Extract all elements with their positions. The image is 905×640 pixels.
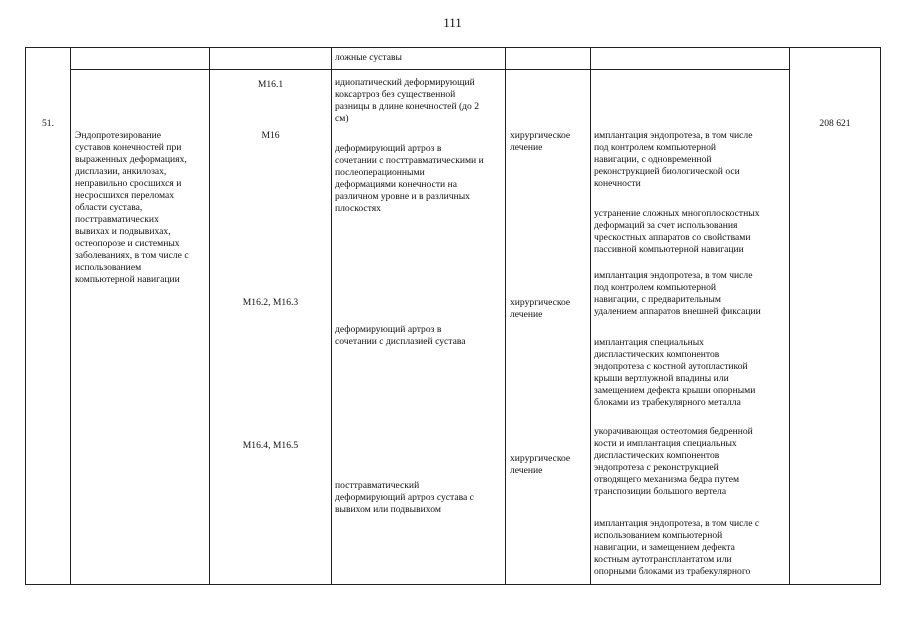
disease-description: идиопатический деформирующий коксартроз без существенной разницы в длине конечностей (до 2 см): [335, 77, 480, 124]
diagnosis-code: M16.2, M16.3: [242, 297, 299, 308]
treatment-method: устранение сложных многоплоскостных деформаций за счет использования чрескостных аппаратов со свойствами пассивной компьютерной навигации: [594, 208, 760, 255]
row-number: 51.: [42, 118, 54, 129]
treatment-method: имплантация эндопротеза, в том числе с использованием компьютерной навигации, и замещением дефекта костным аутотрансплантатом или опорными блоками из трабекулярного: [594, 518, 760, 577]
treatment-method: укорачивающая остеотомия бедренной кости и имплантация специальных диспластических компонентов эндопротеза с реконструкцией отводящего механизма бедра путем транспозиции большого вертела: [594, 426, 753, 497]
row-divider: [70, 69, 789, 70]
table-border-bottom: [25, 584, 881, 585]
disease-description: деформирующий артроз в сочетании с посттравматическими и послеоперационными деформациями конечности на различном уровне и в различных плоскостях: [335, 143, 484, 214]
treatment-type: хирургическое лечение: [510, 297, 571, 320]
table-border-top: [25, 47, 881, 48]
disease-continuation: ложные суставы: [335, 52, 402, 63]
col-line: [590, 47, 591, 585]
col-line: [505, 47, 506, 585]
disease-description: посттравматический деформирующий артроз сустава с вывихом или подвывихом: [335, 480, 474, 515]
treatment-method: имплантация эндопротеза, в том числе под контролем компьютерной навигации, с предварительным удалением аппаратов внешней фиксации: [594, 270, 761, 317]
procedure-name: Эндопротезирование суставов конечностей при выраженных деформациях, дисплазии, анкилозах, неправильно сросшихся и несросшихся переломах области сустава, посттравматических вывихах и подвывихах, остеопорозе и системных заболеваниях, в том числе с использованием компьютерной навигации: [75, 130, 189, 285]
col-line: [331, 47, 332, 585]
col-line: [70, 47, 71, 585]
treatment-method: имплантация эндопротеза, в том числе под контролем компьютерной навигации, с одновременной реконструкцией биологической оси конечности: [594, 130, 753, 189]
col-line: [880, 47, 881, 585]
price: 208 621: [819, 118, 851, 129]
treatment-method: имплантация специальных диспластических компонентов эндопротеза с костной аутопластикой крыши вертлужной впадины или замещением дефекта крыши опорными блоками из трабекулярного металла: [594, 337, 756, 408]
treatment-type: хирургическое лечение: [510, 453, 571, 476]
disease-description: деформирующий артроз в сочетании с дисплазией сустава: [335, 324, 466, 347]
diagnosis-code: M16: [261, 130, 280, 141]
col-line: [209, 47, 210, 585]
diagnosis-code: M16.1: [257, 79, 284, 90]
page-number: 111: [443, 15, 462, 30]
diagnosis-code: M16.4, M16.5: [242, 440, 299, 451]
treatment-type: хирургическое лечение: [510, 130, 571, 153]
